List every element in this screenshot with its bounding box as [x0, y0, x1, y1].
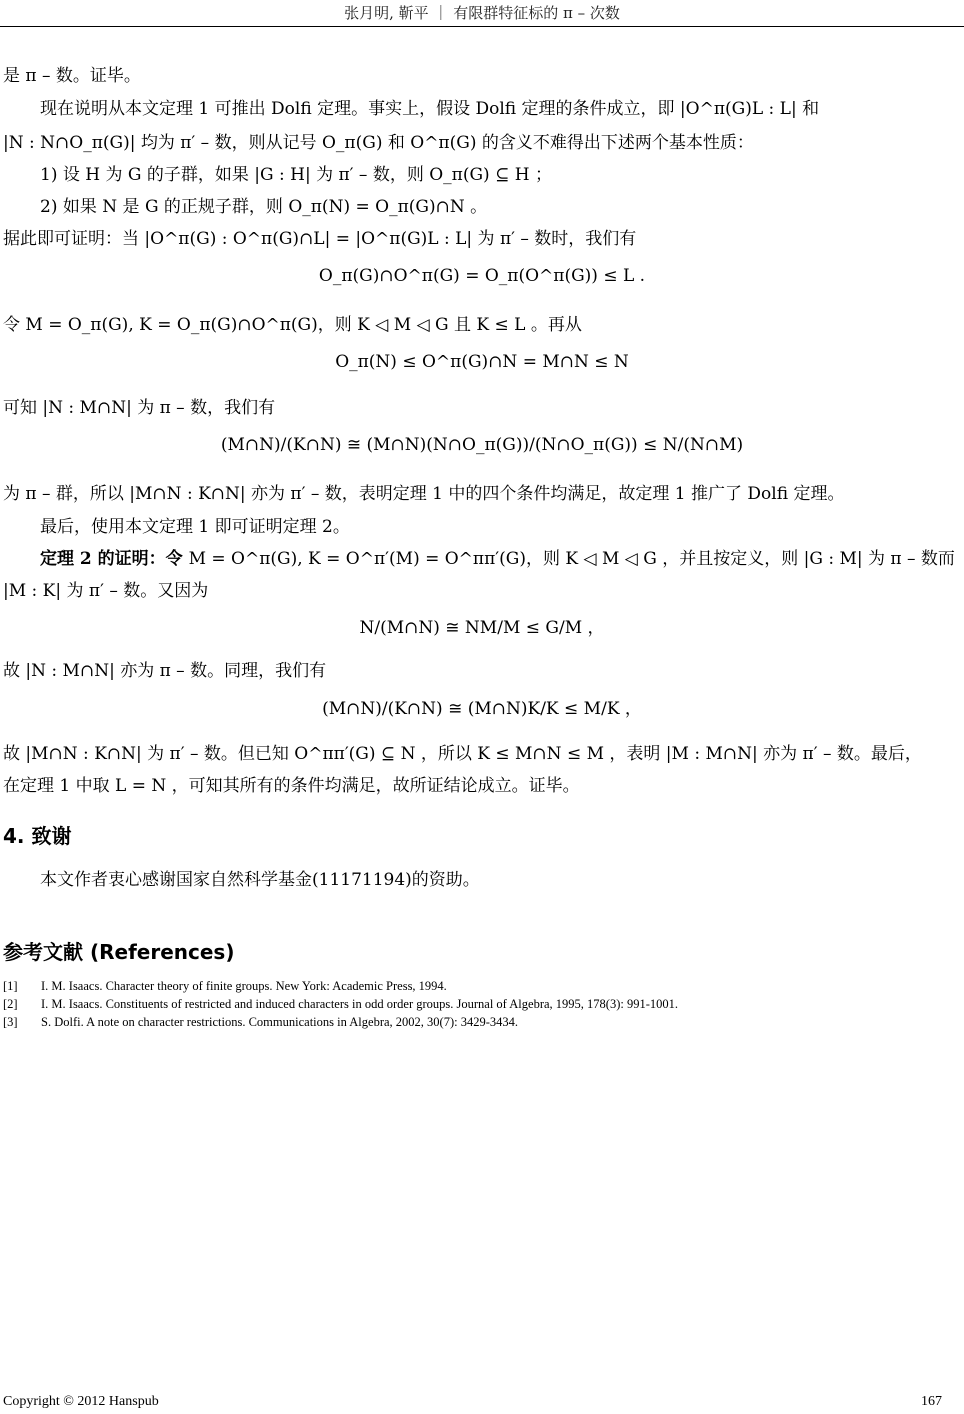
body-line — [0, 350, 964, 374]
header-rule — [0, 26, 964, 27]
body-line-text: (M∩N)/(K∩N) ≅ (M∩N)(N∩O_π(G))/(N∩O_π(G)) ≤ N/(N∩M) — [220, 435, 744, 455]
body-line-text: 故 |N : M∩N| 亦为 π – 数。同理，我们有 — [3, 661, 327, 681]
reference-number: [2] — [3, 997, 18, 1011]
body-line — [0, 264, 964, 288]
body-line — [3, 64, 141, 88]
footer-page-number: 167 — [921, 1394, 942, 1409]
body-line — [3, 774, 580, 798]
body-line — [0, 697, 964, 721]
body-line — [3, 659, 326, 683]
body-line-text: 是 π – 数。证毕。 — [3, 66, 141, 86]
reference-number: [1] — [3, 979, 18, 993]
reference-item — [3, 997, 678, 1012]
body-line-text: 最后，使用本文定理 1 即可证明定理 2。 — [40, 517, 350, 537]
body-line-text: 令 M = O_π(G), K = O_π(G)∩O^π(G)，则 K ◁ M ◁ G 且 K ≤ L 。再从 — [3, 315, 582, 335]
body-line — [0, 616, 964, 640]
body-line-text: 2) 如果 N 是 G 的正规子群，则 O_π(N) = O_π(G)∩N 。 — [40, 197, 488, 217]
references-title: 参考文献 (References) — [3, 940, 235, 964]
running-header: 张月明, 靳平 ｜ 有限群特征标的 π – 次数 — [344, 4, 620, 22]
body-line — [3, 482, 844, 506]
body-line — [3, 579, 208, 603]
body-line-text: 故 |M∩N : K∩N| 为 π′ – 数。但已知 O^ππ′(G) ⊆ N ，所以 K ≤ M∩N ≤ M ，表明 |M : M∩N| 亦为 π′ – 数。最后， — [3, 744, 922, 764]
body-line — [0, 433, 964, 457]
section-4-title: 4. 致谢 — [3, 824, 72, 848]
body-line-text: 据此即可证明：当 |O^π(G) : O^π(G)∩L| = |O^π(G)L : L| 为 π′ – 数时，我们有 — [3, 229, 637, 249]
body-line-text: 可知 |N : M∩N| 为 π – 数，我们有 — [3, 398, 276, 418]
body-line-text: 现在说明从本文定理 1 可推出 Dolfi 定理。事实上，假设 Dolfi 定理的条件成立，即 |O^π(G)L : L| 和 — [40, 99, 820, 119]
reference-text: I. M. Isaacs. Constituents of restricted and induced characters in odd order groups. Journal of Algebra, 1995, 178(3): 991-1001. — [41, 997, 678, 1011]
body-line — [3, 742, 922, 766]
body-line-text: (M∩N)/(K∩N) ≅ (M∩N)K/K ≤ M/K ， — [322, 699, 642, 719]
reference-item — [3, 979, 447, 994]
body-line-text: O_π(N) ≤ O^π(G)∩N = M∩N ≤ N — [335, 352, 629, 372]
body-line-text: |N : N∩O_π(G)| 均为 π′ – 数，则从记号 O_π(G) 和 O^π(G) 的含义不难得出下述两个基本性质： — [3, 133, 754, 153]
body-line-text: 在定理 1 中取 L = N ，可知其所有的条件均满足，故所证结论成立。证毕。 — [3, 776, 580, 796]
reference-number: [3] — [3, 1015, 18, 1029]
acknowledgement-text: 本文作者衷心感谢国家自然科学基金(11171194)的资助。 — [40, 870, 480, 890]
body-line-text: |M : K| 为 π′ – 数。又因为 — [3, 581, 209, 601]
body-line-text: M = O^π(G), K = O^π′(M) = O^ππ′(G)，则 K ◁ M ◁ G ，并且按定义，则 |G : M| 为 π – 数而 — [188, 549, 955, 569]
body-line — [3, 396, 275, 420]
footer-copyright: Copyright © 2012 Hanspub — [3, 1394, 159, 1409]
body-line — [3, 313, 582, 337]
body-line — [40, 547, 955, 571]
body-line-text: O_π(G)∩O^π(G) = O_π(O^π(G)) ≤ L . — [318, 266, 646, 286]
proof-label: 定理 2 的证明：令 — [40, 549, 189, 569]
body-line — [40, 515, 350, 539]
reference-item — [3, 1015, 518, 1030]
body-line-text: N/(M∩N) ≅ NM/M ≤ G/M ， — [359, 618, 605, 638]
body-line — [40, 195, 487, 219]
body-line-text: 为 π – 群，所以 |M∩N : K∩N| 亦为 π′ – 数，表明定理 1 中的四个条件均满足，故定理 1 推广了 Dolfi 定理。 — [3, 484, 845, 504]
body-line — [40, 97, 819, 121]
body-line — [3, 227, 636, 251]
body-line — [3, 131, 754, 155]
reference-text: I. M. Isaacs. Character theory of finite groups. New York: Academic Press, 1994. — [41, 979, 447, 993]
body-line-text: 1) 设 H 为 G 的子群，如果 |G : H| 为 π′ – 数，则 O_π(G) ⊆ H ； — [40, 165, 552, 185]
reference-text: S. Dolfi. A note on character restrictions. Communications in Algebra, 2002, 30(7): 3429-3434. — [41, 1015, 519, 1029]
body-line — [40, 163, 552, 187]
